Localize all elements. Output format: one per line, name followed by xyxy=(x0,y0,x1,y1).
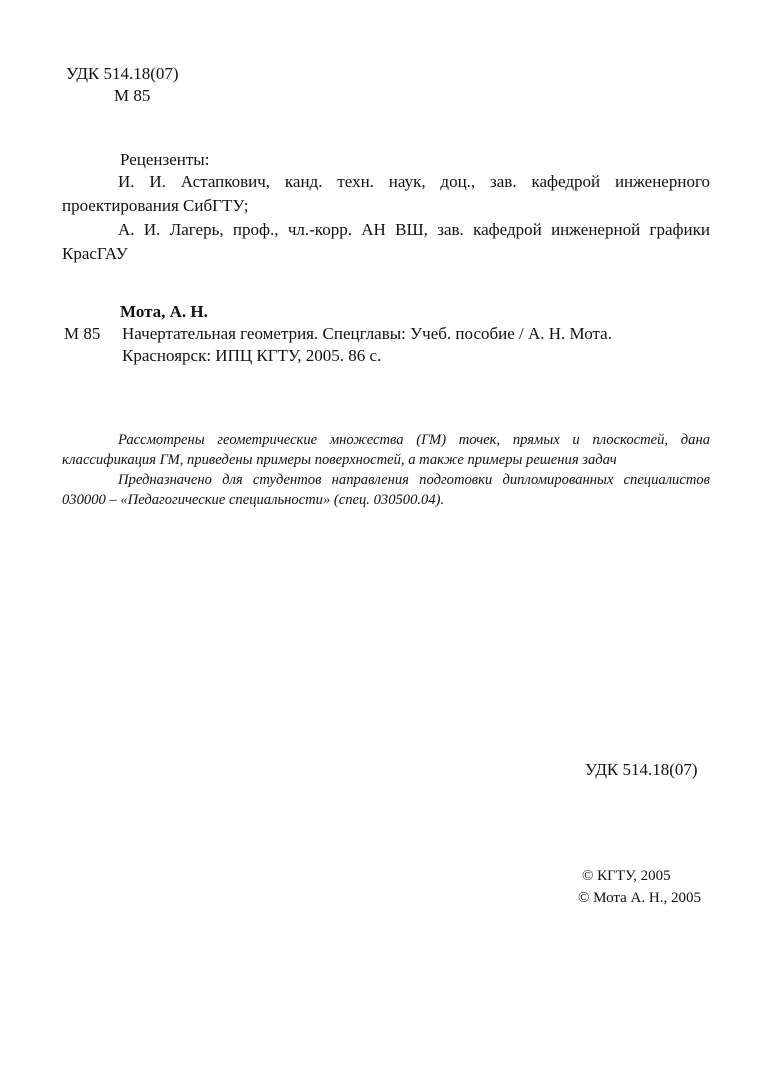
bib-publisher-line: Красноярск: ИПЦ КГТУ, 2005. 86 с. xyxy=(122,346,382,365)
bib-author: Мота, А. Н. xyxy=(120,302,208,321)
reviewer-2: А. И. Лагерь, проф., чл.-корр. АН ВШ, зав. кафедрой инженерной графики КрасГАУ xyxy=(62,220,710,263)
udk-code-top: УДК 514.18(07) xyxy=(66,64,179,83)
bib-author-mark: М 85 xyxy=(64,324,101,343)
udk-code-bottom: УДК 514.18(07) xyxy=(585,760,698,779)
reviewer-1: И. И. Астапкович, канд. техн. наук, доц., зав. кафедрой инженерного проектирования СибГТУ; xyxy=(62,172,710,215)
copyright-university: © КГТУ, 2005 xyxy=(582,868,671,884)
reviewers-list xyxy=(62,170,710,266)
abstract-paragraph-2: Предназначено для студентов направления подготовки дипломированных специалистов 030000 – «Педагогические специальности» (спец. 030500.04). xyxy=(62,472,710,508)
reviewers-title: Рецензенты: xyxy=(120,150,210,169)
bib-title-line: Начертательная геометрия. Спецглавы: Учеб. пособие / А. Н. Мота. xyxy=(122,324,612,343)
abstract-paragraph-1: Рассмотрены геометрические множества (ГМ) точек, прямых и плоскостей, дана классификация ГМ, приведены примеры поверхностей, а также примеры решения задач xyxy=(62,432,710,468)
copyright-author: © Мота А. Н., 2005 xyxy=(578,890,701,906)
author-mark-top: М 85 xyxy=(114,86,151,105)
